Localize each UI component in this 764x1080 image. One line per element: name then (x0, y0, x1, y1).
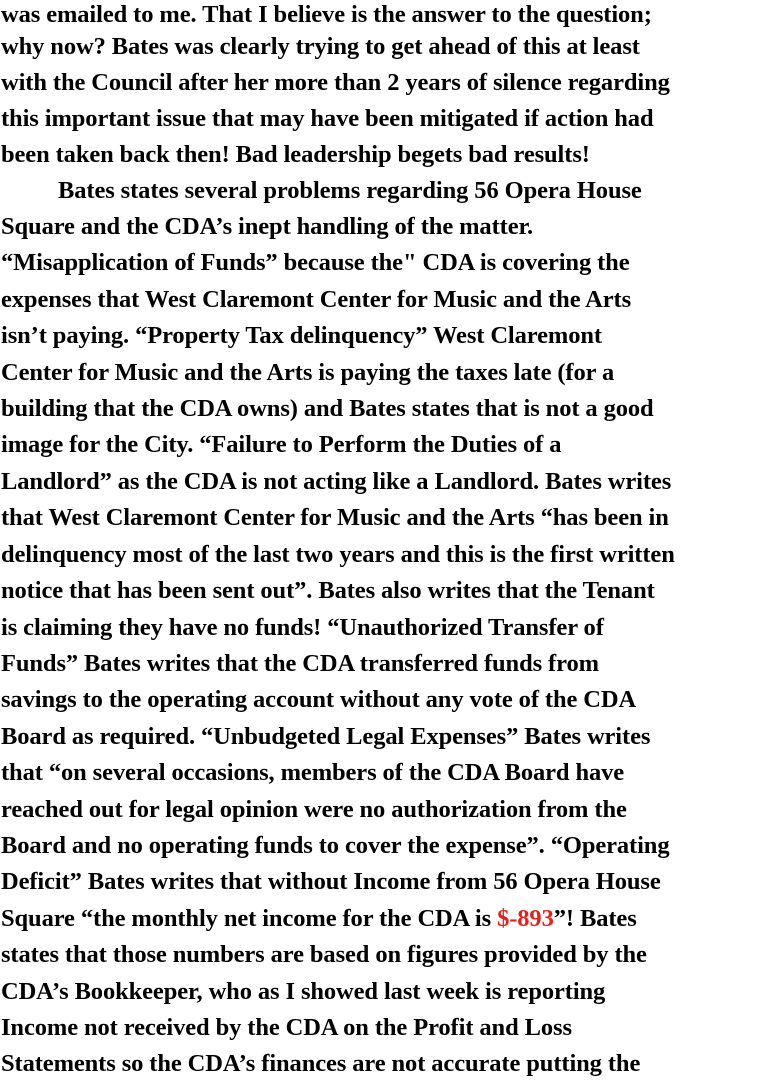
text-line: why now? Bates was clearly trying to get ahead of this at least (1, 33, 640, 60)
text-line: reached out for legal opinion were no authorization from the (1, 796, 627, 823)
text-line: that “on several occasions, members of the CDA Board have (1, 759, 625, 786)
text-line: is claiming they have no funds! “Unauthorized Transfer of (1, 614, 604, 641)
text-line: been taken back then! Bad leadership begets bad results! (1, 141, 590, 168)
text-line: Center for Music and the Arts is paying the taxes late (for a (1, 359, 615, 386)
net-income-amount: $-893 (497, 905, 554, 932)
text-line-with-amount (1, 904, 637, 934)
text-line: expenses that West Claremont Center for Music and the Arts (1, 286, 632, 313)
text-line: Landlord” as the CDA is not acting like a Landlord. Bates writes (1, 468, 672, 495)
text-segment: ”! Bates (553, 905, 637, 932)
text-line: delinquency most of the last two years and this is the first written (1, 541, 675, 568)
text-line: Board and no operating funds to cover the expense”. “Operating (1, 832, 670, 859)
text-line: this important issue that may have been mitigated if action had (1, 105, 654, 132)
text-line: Income not received by the CDA on the Profit and Loss (1, 1014, 572, 1041)
text-line: with the Council after her more than 2 years of silence regarding (1, 69, 670, 96)
text-line: Funds” Bates writes that the CDA transferred funds from (1, 650, 599, 677)
paragraph-first-line: Bates states several problems regarding 56 Opera House (58, 177, 642, 204)
text-line: isn’t paying. “Property Tax delinquency” West Claremont (1, 322, 602, 349)
text-line: was emailed to me. That I believe is the answer to the question; (1, 1, 652, 28)
text-line: that West Claremont Center for Music and the Arts “has been in (1, 504, 669, 531)
text-segment: Square “the monthly net income for the CDA is (1, 905, 498, 932)
text-line: Board as required. “Unbudgeted Legal Expenses” Bates writes (1, 723, 651, 750)
text-line: notice that has been sent out”. Bates also writes that the Tenant (1, 577, 655, 604)
text-line: “Misapplication of Funds” because the" CDA is covering the (1, 249, 630, 276)
text-line: building that the CDA owns) and Bates states that is not a good (1, 395, 654, 422)
text-line: Square and the CDA’s inept handling of the matter. (1, 213, 534, 240)
text-line: CDA’s Bookkeeper, who as I showed last week is reporting (1, 978, 606, 1005)
text-line: savings to the operating account without any vote of the CDA (1, 686, 637, 713)
text-line: image for the City. “Failure to Perform the Duties of a (1, 431, 562, 458)
text-line: Deficit” Bates writes that without Income from 56 Opera House (1, 868, 661, 895)
text-line: states that those numbers are based on figures provided by the (1, 941, 647, 968)
text-line: Statements so the CDA’s finances are not accurate putting the (1, 1050, 641, 1077)
